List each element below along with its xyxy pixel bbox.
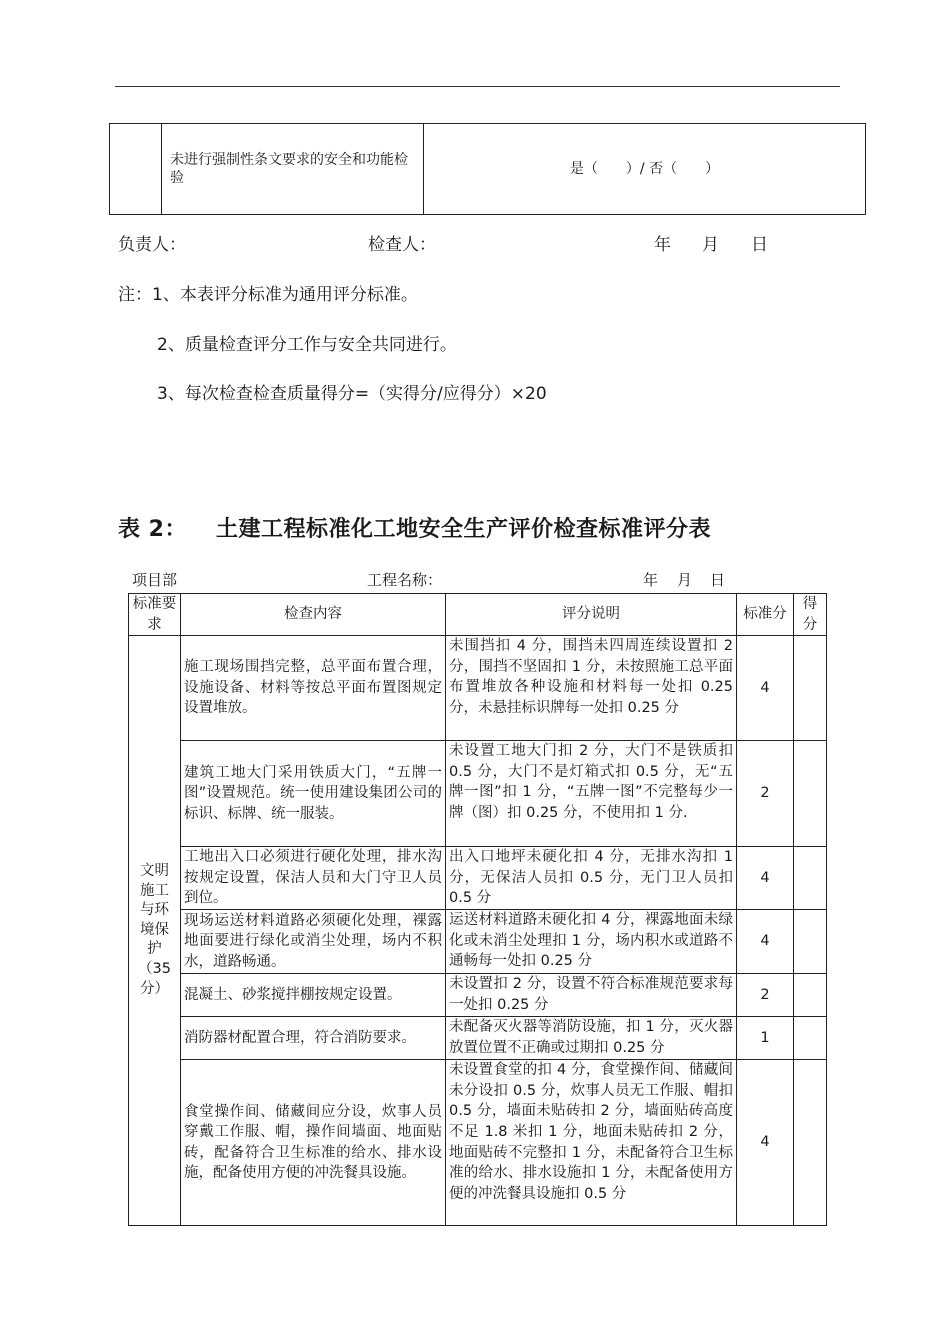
table-row [129,741,827,847]
row-content: 消防器材配置合理，符合消防要求。 [181,1017,446,1060]
row-earned [794,974,827,1017]
table-row [110,124,866,215]
header-standard: 标准要求 [129,594,181,636]
row-description: 未设置扣 2 分，设置不符合标准规范要求每一处扣 0.25 分 [446,974,737,1017]
row-description: 未设置工地大门扣 2 分，大门不是铁质扣 0.5 分，大门不是灯箱式扣 0.5 分，无“五牌一图”扣 1 分，“五牌一图”不完整每少一牌（图）扣 0.25 分，不使用扣 1 分. [446,741,737,847]
year-label: 年 [654,235,671,255]
header-score: 标准分 [737,594,794,636]
table-row [129,636,827,741]
table-row [129,974,827,1017]
row-content: 现场运送材料道路必须硬化处理，裸露地面要进行绿化或消尘处理，场内不积水，道路畅通。 [181,910,446,974]
row-earned [794,910,827,974]
row-earned [794,1017,827,1060]
scoring-table [128,593,827,1226]
table2-title [118,512,711,543]
header-earned: 得分 [794,594,827,636]
note-1: 注：1、本表评分标准为通用评分标准。 [118,285,418,305]
table-row [129,847,827,910]
row-score: 4 [737,910,794,974]
header-description: 评分说明 [446,594,737,636]
row-earned [794,847,827,910]
table-header-row [129,594,827,636]
responsible-label: 负责人： [118,235,186,255]
row-description: 出入口地坪未硬化扣 4 分，无排水沟扣 1 分，无保洁人员扣 0.5 分，无门卫人员扣 0.5 分 [446,847,737,910]
page-header-rule [115,86,840,87]
row-content: 工地出入口必须进行硬化处理，排水沟按规定设置，保洁人员和大门守卫人员到位。 [181,847,446,910]
meta-month-label: 月 [677,571,693,589]
row-earned [794,741,827,847]
row-score: 4 [737,847,794,910]
row-description: 未配备灭火器等消防设施，扣 1 分，灭火器放置位置不正确或过期扣 0.25 分 [446,1017,737,1060]
note-2: 2、质量检查评分工作与安全共同进行。 [157,335,457,355]
row-score: 2 [737,974,794,1017]
row-score: 4 [737,636,794,741]
project-name-label: 工程名称： [367,571,443,589]
project-dept-label: 项目部 [132,571,178,589]
row-score: 2 [737,741,794,847]
row-description: 未设置食堂的扣 4 分，食堂操作间、储藏间未分设扣 0.5 分，炊事人员无工作服、帽扣 0.5 分，墙面未贴砖扣 2 分，墙面贴砖高度不足 1.8 米扣 1 分，地面未贴砖扣 2 分，地面贴砖不完整扣 1 分，未配备符合卫生标准的给水、排水设施扣 1 分，未配备使用方便的冲洗餐具设施扣 0.5 分 [446,1060,737,1226]
row-content: 建筑工地大门采用铁质大门，“五牌一图”设置规范。统一使用建设集团公司的标识、标牌、统一服装。 [181,741,446,847]
table2-title-text: 土建工程标准化工地安全生产评价检查标准评分表 [216,517,712,542]
row-score: 1 [737,1017,794,1060]
table-row [129,1017,827,1060]
inspector-label: 检查人： [368,235,436,255]
table-row [129,1060,827,1226]
row-content: 施工现场围挡完整，总平面布置合理，设施设备、材料等按总平面布置图规定设置堆放。 [181,636,446,741]
table2-meta-row [0,569,950,589]
table-cell-empty [110,124,162,215]
header-content: 检查内容 [181,594,446,636]
row-score: 4 [737,1060,794,1226]
note-3: 3、每次检查检查质量得分=（实得分/应得分）×20 [157,384,547,404]
row-description: 运送材料道路未硬化扣 4 分，裸露地面未绿化或未消尘处理扣 1 分，场内积水或道路不通畅每一处扣 0.25 分 [446,910,737,974]
signature-row [0,230,950,254]
table2-label: 表 2： [118,517,187,542]
meta-day-label: 日 [710,571,726,589]
mandatory-check-item: 未进行强制性条文要求的安全和功能检验 [162,124,424,215]
month-label: 月 [702,235,719,255]
yes-no-check: 是（ ）/ 否（ ） [424,124,866,215]
table-row [129,910,827,974]
meta-year-label: 年 [643,571,659,589]
row-earned [794,1060,827,1226]
row-content: 食堂操作间、储藏间应分设，炊事人员穿戴工作服、帽，操作间墙面、地面贴砖，配备符合卫生标准的给水、排水设施，配备使用方便的冲洗餐具设施。 [181,1060,446,1226]
inspection-table-tail [109,123,866,215]
row-content: 混凝土、砂浆搅拌棚按规定设置。 [181,974,446,1017]
day-label: 日 [751,235,768,255]
category-cell: 文明施工与环境保护（35分） [129,636,181,1226]
row-earned [794,636,827,741]
row-description: 未围挡扣 4 分，围挡未四周连续设置扣 2 分，围挡不坚固扣 1 分，未按照施工总平面布置堆放各种设施和材料每一处扣 0.25 分，未悬挂标识牌每一处扣 0.25 分 [446,636,737,741]
